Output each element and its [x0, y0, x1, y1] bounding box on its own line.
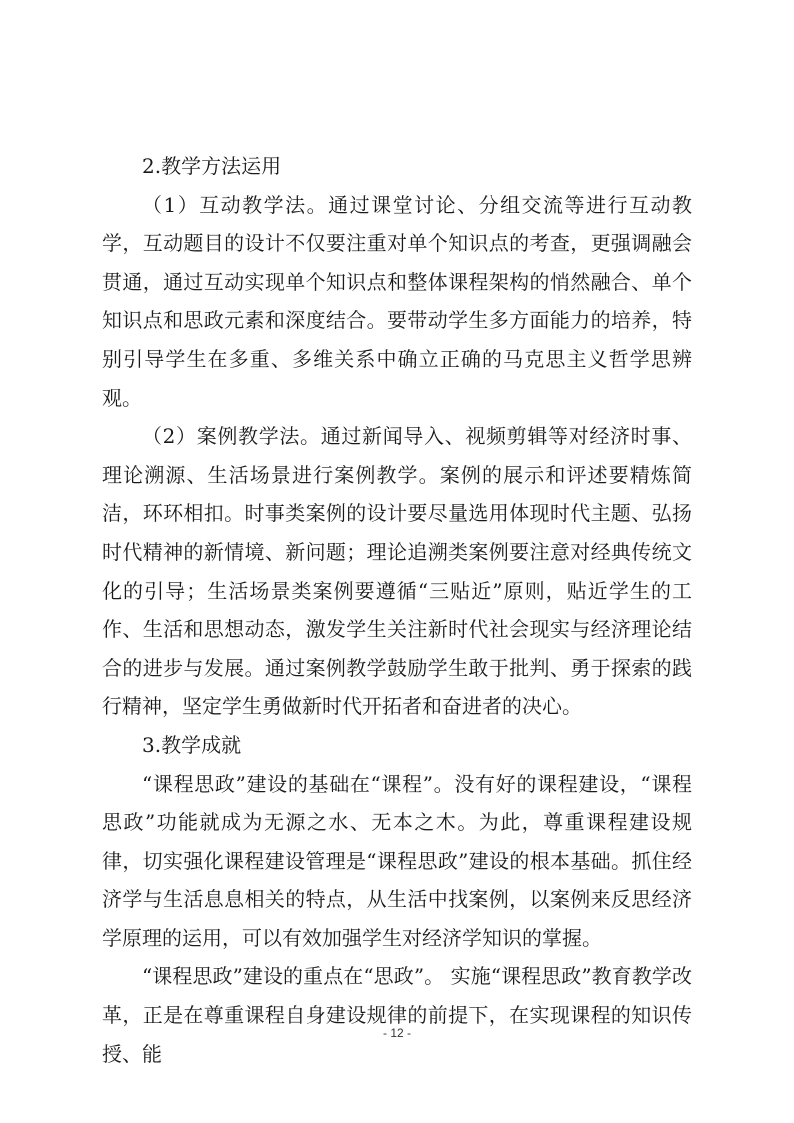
paragraph-ideological-focus: “课程思政”建设的重点在“思政”。 实施“课程思政”教育教学改革，正是在尊重课程自身建设规律的前提下，在实现课程的知识传授、能 [102, 964, 692, 1066]
section-heading-teaching-methods: 2.教学方法运用 [142, 154, 282, 178]
page-number: - 12 - [382, 1026, 411, 1040]
paragraph-course-foundation: “课程思政”建设的基础在“课程”。没有好的课程建设，“课程思政”功能就成为无源之水、无本之木。为此，尊重课程建设规律，切实强化课程建设管理是“课程思政”建设的根本基础。抓住经济学与生活息息相关的特点，从生活中找案例，以案例来反思经济学原理的运用，可以有效加强学生对经济学知识的掌握。 [102, 771, 692, 950]
body-text [102, 147, 692, 1073]
paragraph-case-teaching: （2）案例教学法。通过新闻导入、视频剪辑等对经济时事、理论溯源、生活场景进行案例教学。案例的展示和评述要精炼简洁，环环相扣。时事类案例的设计要尽量选用体现时代主题、弘扬时代精神的新情境、新问题；理论追溯类案例要注意对经典传统文化的引导；生活场景类案例要遵循“三贴近”原则，贴近学生的工作、生活和思想动态，激发学生关注新时代社会现实与经济理论结合的进步与发展。通过案例教学鼓励学生敢于批判、勇于探索的践行精神，坚定学生勇做新时代开拓者和奋进者的决心。 [102, 424, 692, 719]
section-heading-teaching-achievements: 3.教学成就 [142, 732, 242, 757]
paragraph-interactive-teaching: （1）互动教学法。通过课堂讨论、分组交流等进行互动教学，互动题目的设计不仅要注重对单个知识点的考查，更强调融会贯通，通过互动实现单个知识点和整体课程架构的悄然融合、单个知识点和思政元素和深度结合。要带动学生多方面能力的培养，特别引导学生在多重、多维关系中确立正确的马克思主义哲学思辨观。 [102, 192, 692, 410]
